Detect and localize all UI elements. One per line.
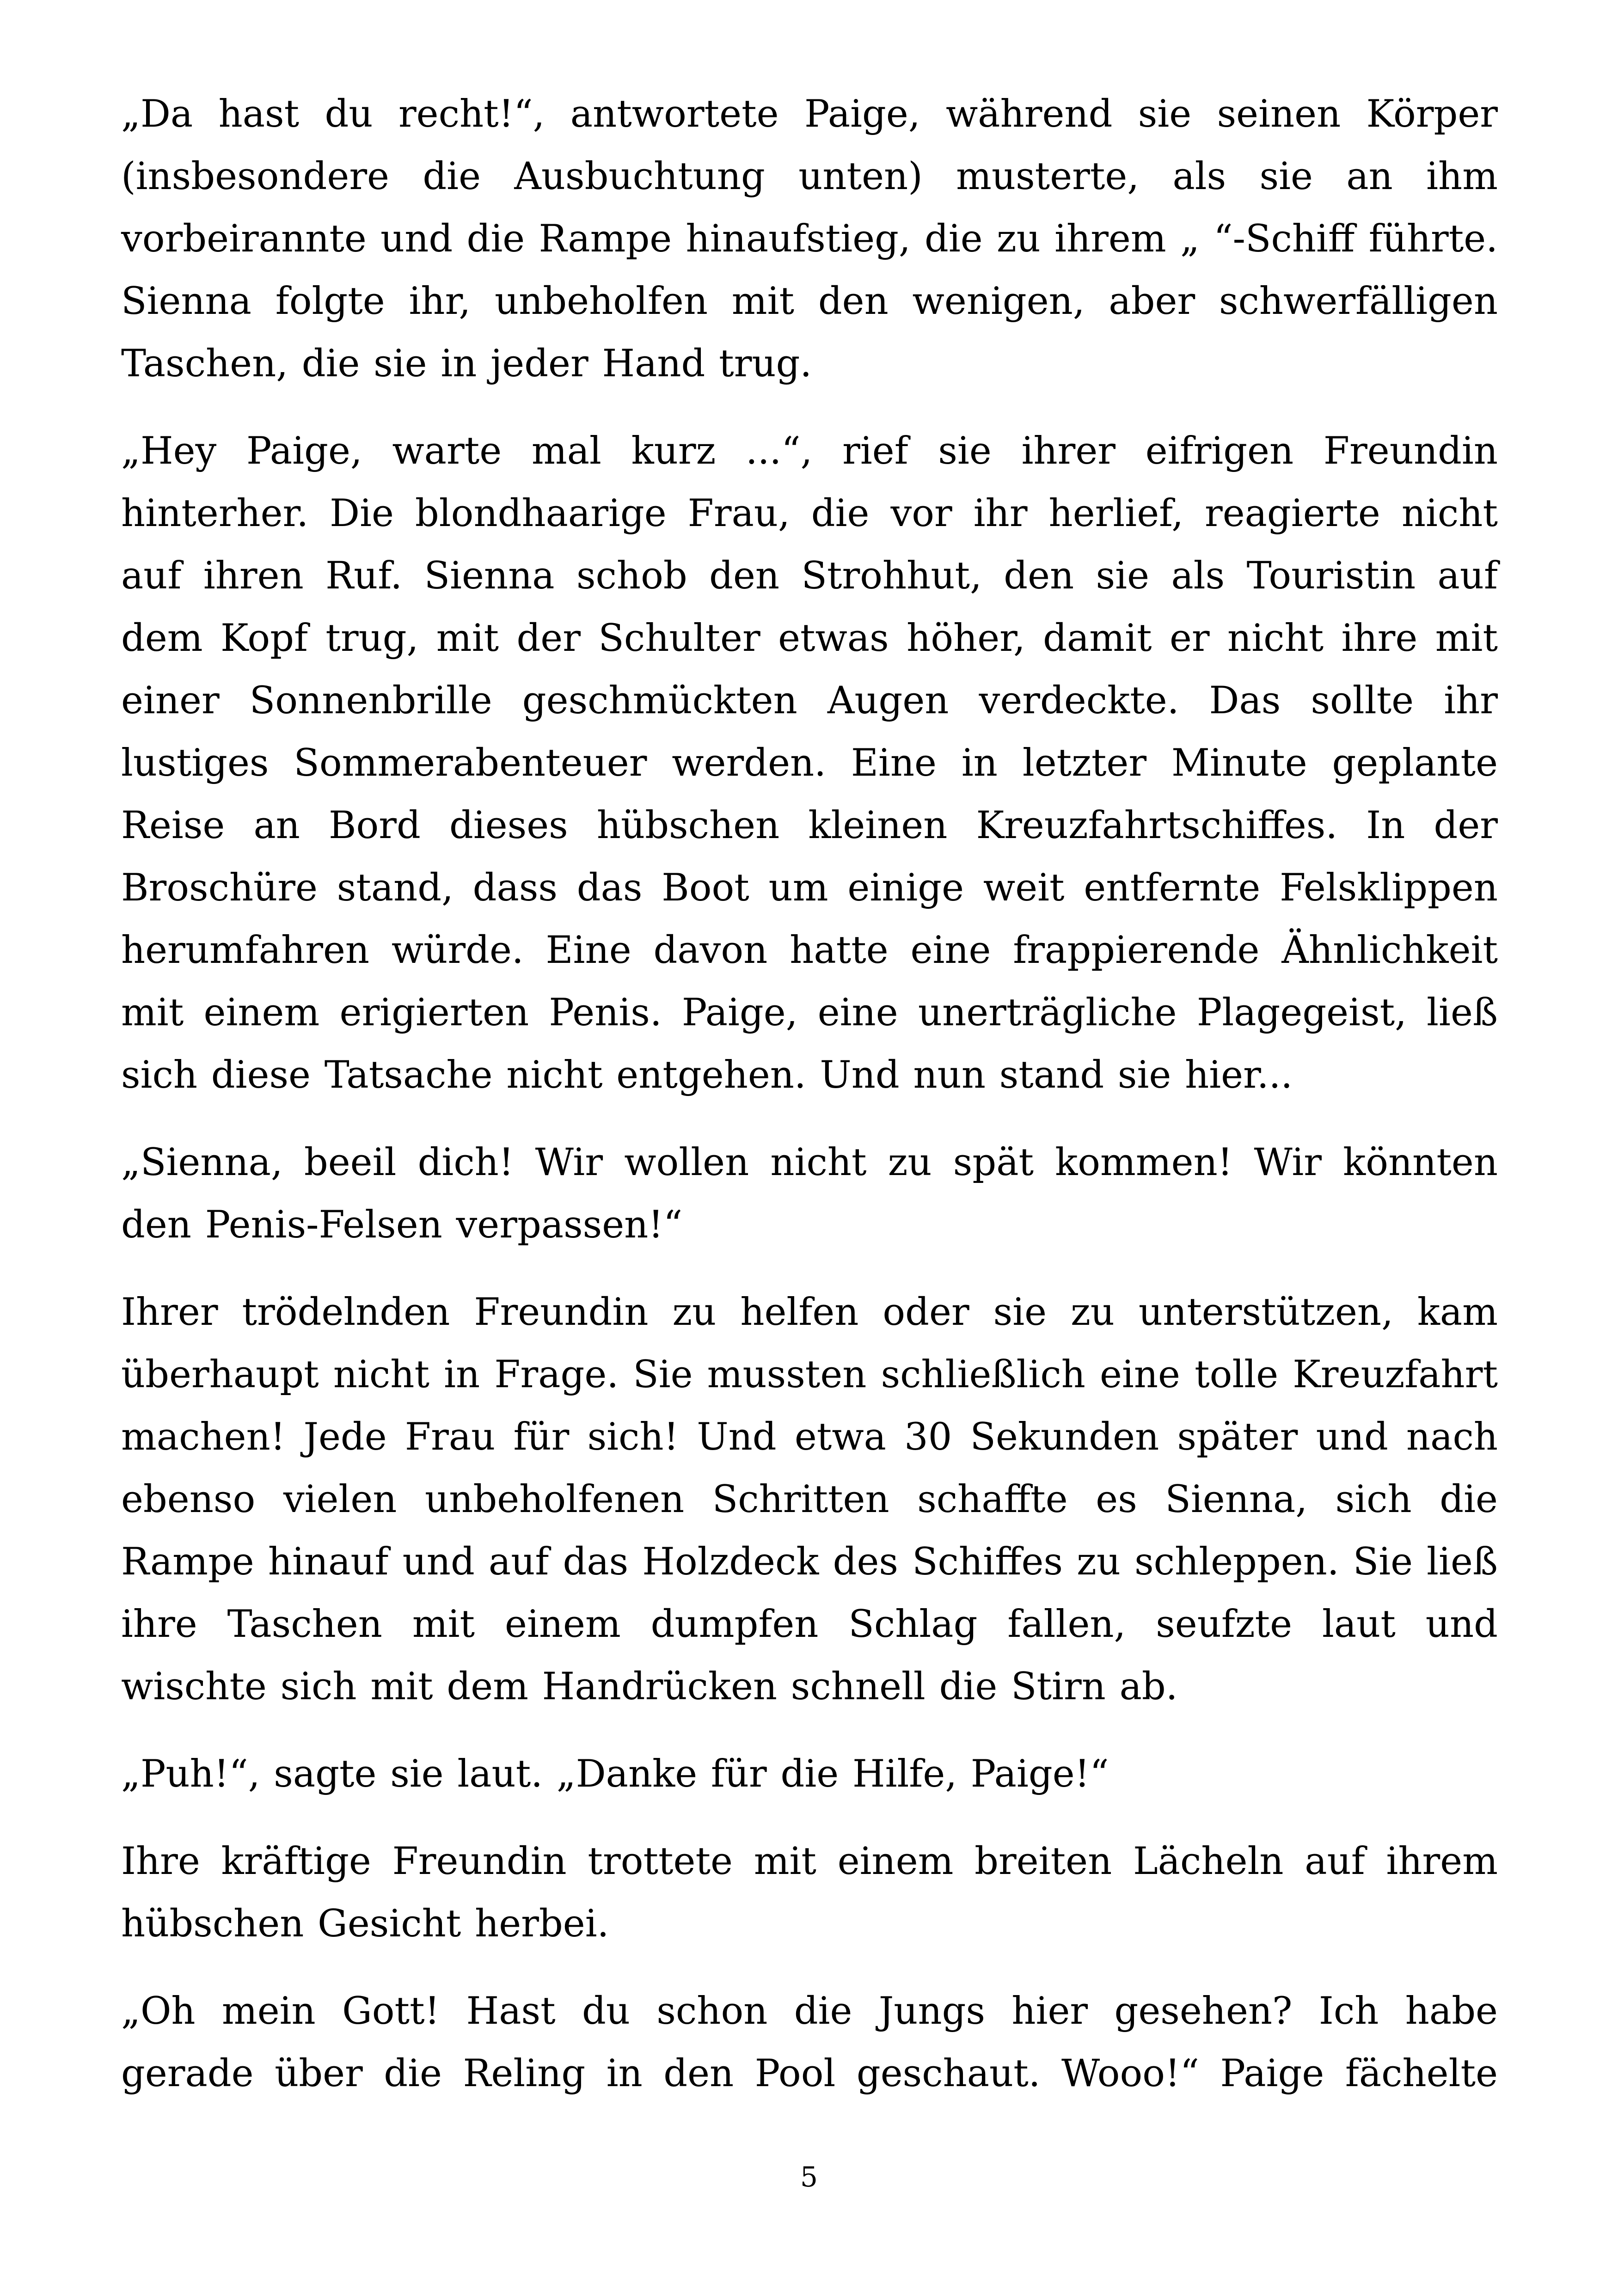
paragraph-5: „Puh!“, sagte sie laut. „Danke für die Hilfe, Paige!“ xyxy=(121,1752,1109,1796)
paragraph-2: „Hey Paige, warte mal kurz ...“, rief sie ihrer eifrigen Freundin hinterher. Die blondhaarige Frau, die vor ihr herlief, reagierte nicht auf ihren Ruf. Sienna schob den Strohhut, den sie als Touristin auf dem Kopf trug, mit der Schulter etwas höher, damit er nicht ihre mit einer Sonnenbrille geschmückten Augen verdeckte. Das sollte ihr lustiges Sommerabenteuer werden. Eine in letzter Minute geplante Reise an Bord dieses hübschen kleinen Kreuzfahrtschiffes. In der Broschüre stand, dass das Boot um einige weit entfernte Felsklippen herumfahren würde. Eine davon hatte eine frappierende Ähnlichkeit mit einem erigierten Penis. Paige, eine unerträgliche Plagegeist, ließ sich diese Tatsache nicht entgehen. Und nun stand sie hier... xyxy=(121,429,1498,1097)
page-number: 5 xyxy=(800,2161,818,2193)
paragraph-7: „Oh mein Gott! Hast du schon die Jungs hier gesehen? Ich habe gerade über die Reling in den Pool geschaut. Wooo!“ Paige fächelte xyxy=(121,1990,1498,2095)
paragraph-4: Ihrer trödelnden Freundin zu helfen oder sie zu unterstützen, kam überhaupt nicht in Frage. Sie mussten schließlich eine tolle Kreuzfahrt machen! Jede Frau für sich! Und etwa 30 Sekunden später und nach ebenso vielen unbeholfenen Schritten schaffte es Sienna, sich die Rampe hinauf und auf das Holzdeck des Schiffes zu schleppen. Sie ließ ihre Taschen mit einem dumpfen Schlag fallen, seufzte laut und wischte sich mit dem Handrücken schnell die Stirn ab. xyxy=(121,1291,1498,1708)
paragraph-3: „Sienna, beeil dich! Wir wollen nicht zu spät kommen! Wir könnten den Penis-Felsen verpassen!“ xyxy=(121,1141,1498,1247)
paragraph-1: „Da hast du recht!“, antwortete Paige, während sie seinen Körper (insbesondere die Ausbuchtung unten) musterte, als sie an ihm vorbeirannte und die Rampe hinaufstieg, die zu ihrem „ “-Schiff führte. Sienna folgte ihr, unbeholfen mit den wenigen, aber schwerfälligen Taschen, die sie in jeder Hand trug. xyxy=(121,92,1498,386)
body-text xyxy=(121,83,1498,2130)
paragraph-6: Ihre kräftige Freundin trottete mit einem breiten Lächeln auf ihrem hübschen Gesicht herbei. xyxy=(121,1840,1498,1946)
